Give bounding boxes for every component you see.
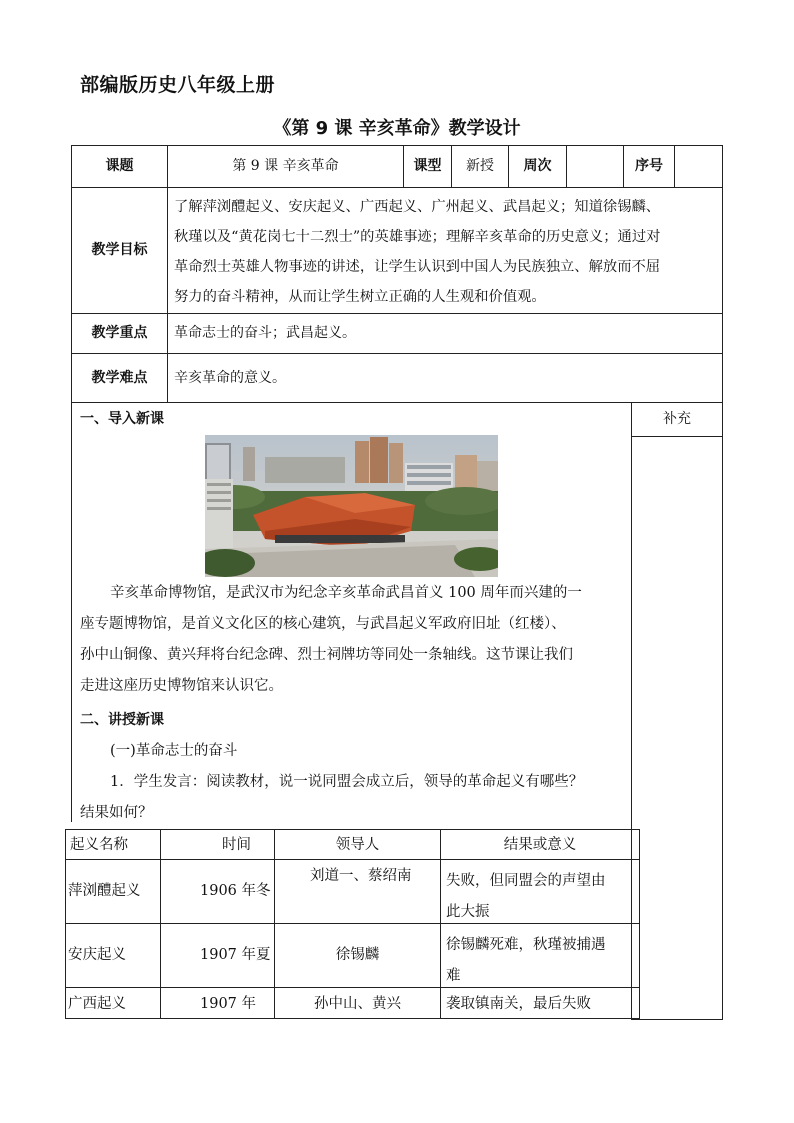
uprising-result <box>446 930 638 992</box>
subtable-border-right <box>639 829 640 1019</box>
uprising-name: 广西起义 <box>68 996 126 1012</box>
uprising-result <box>446 866 638 928</box>
difficulties-value: 辛亥革命的意义。 <box>174 370 286 386</box>
key-points-value: 革命志士的奋斗；武昌起义。 <box>174 325 356 341</box>
intro-line: 孙中山铜像、黄兴拜将台纪念碑、烈士祠牌坊等同处一条轴线。这节课让我们 <box>80 647 573 663</box>
row-divider <box>71 187 723 188</box>
question-line: 1．学生发言：阅读教材，说一说同盟会成立后，领导的革命起义有哪些？ <box>110 774 584 790</box>
uprising-time: 1907 年 <box>200 996 257 1012</box>
col-header-leader: 领导人 <box>335 837 380 853</box>
section-heading: 一、导入新课 <box>80 411 164 427</box>
uprising-leader: 徐锡麟 <box>335 947 380 963</box>
objectives-line: 革命烈士英雄人物事迹的讲述，让学生认识到中国人为民族独立、解放而不屈 <box>174 259 661 275</box>
intro-paragraph <box>80 578 630 702</box>
museum-photo-graphic <box>205 435 498 577</box>
uprising-name: 萍浏醴起义 <box>68 883 141 899</box>
row-divider <box>71 313 723 314</box>
subsection-heading: (一)革命志士的奋斗 <box>110 743 238 759</box>
objectives-text <box>174 192 719 312</box>
key-points-label: 教学重点 <box>91 325 148 341</box>
museum-photo <box>205 435 498 577</box>
objectives-label: 教学目标 <box>91 242 148 258</box>
uprising-result-line: 徐锡麟死难，秋瑾被捕遇 <box>446 937 606 953</box>
subtable-col-divider <box>274 829 275 1019</box>
uprising-leader: 刘道一、蔡绍南 <box>310 868 412 884</box>
question-line: 结果如何？ <box>80 805 153 821</box>
intro-line: 走进这座历史博物馆来认识它。 <box>80 678 283 694</box>
col-header-result: 结果或意义 <box>503 837 577 853</box>
col-divider <box>566 145 567 187</box>
table-border-top <box>71 145 723 146</box>
col-header-time: 时间 <box>222 837 251 853</box>
subtable-col-divider <box>160 829 161 1019</box>
row-divider <box>71 402 723 403</box>
uprising-name: 安庆起义 <box>68 947 126 963</box>
type-label: 课型 <box>413 158 442 174</box>
objectives-line: 了解萍浏醴起义、安庆起义、广西起义、广州起义、武昌起义；知道徐锡麟、 <box>174 199 661 215</box>
uprising-result: 袭取镇南关，最后失败 <box>446 996 591 1012</box>
intro-line: 座专题博物馆，是首义文化区的核心建筑，与武昌起义军政府旧址（红楼）、 <box>80 616 566 632</box>
supplement-header-divider <box>631 436 723 437</box>
order-label: 序号 <box>635 158 663 174</box>
row-divider <box>71 353 723 354</box>
type-value: 新授 <box>466 158 494 174</box>
col-header-name: 起义名称 <box>70 837 128 853</box>
subtable-border-top <box>65 829 640 830</box>
topic-value: 第 9 课 辛亥革命 <box>232 158 339 174</box>
table-border-right <box>722 145 723 1020</box>
week-label: 周次 <box>523 158 552 174</box>
table-border-bottom <box>631 1019 723 1020</box>
topic-label: 课题 <box>105 158 134 174</box>
subtable-col-divider <box>440 829 441 1019</box>
uprising-result-line: 难 <box>446 968 461 984</box>
col-divider <box>674 145 675 187</box>
objectives-line: 努力的奋斗精神，从而让学生树立正确的人生观和价值观。 <box>174 289 546 305</box>
series-header: 部编版历史八年级上册 <box>80 74 276 96</box>
uprising-result-line: 失败，但同盟会的声望由 <box>446 873 606 889</box>
objectives-line: 秋瑾以及“黄花岗七十二烈士”的英雄事迹；理解辛亥革命的历史意义；通过对 <box>174 229 661 245</box>
difficulties-label: 教学难点 <box>91 370 148 386</box>
uprising-time: 1907 年夏 <box>200 947 271 963</box>
uprising-result-line: 此大振 <box>446 904 490 920</box>
subtable-border-left <box>65 829 66 1019</box>
subtable-row-divider <box>65 859 640 860</box>
subtable-border-bottom <box>65 1018 640 1019</box>
uprising-leader: 孙中山、黄兴 <box>314 996 401 1012</box>
supplement-label: 补充 <box>663 411 691 427</box>
uprising-time: 1906 年冬 <box>200 883 271 899</box>
section-heading: 二、讲授新课 <box>80 712 164 728</box>
intro-line: 辛亥革命博物馆，是武汉市为纪念辛亥革命武昌首义 100 周年而兴建的一 <box>110 585 582 601</box>
col-divider <box>167 145 168 403</box>
document-title: 《第 9 课 辛亥革命》教学设计 <box>273 118 521 139</box>
